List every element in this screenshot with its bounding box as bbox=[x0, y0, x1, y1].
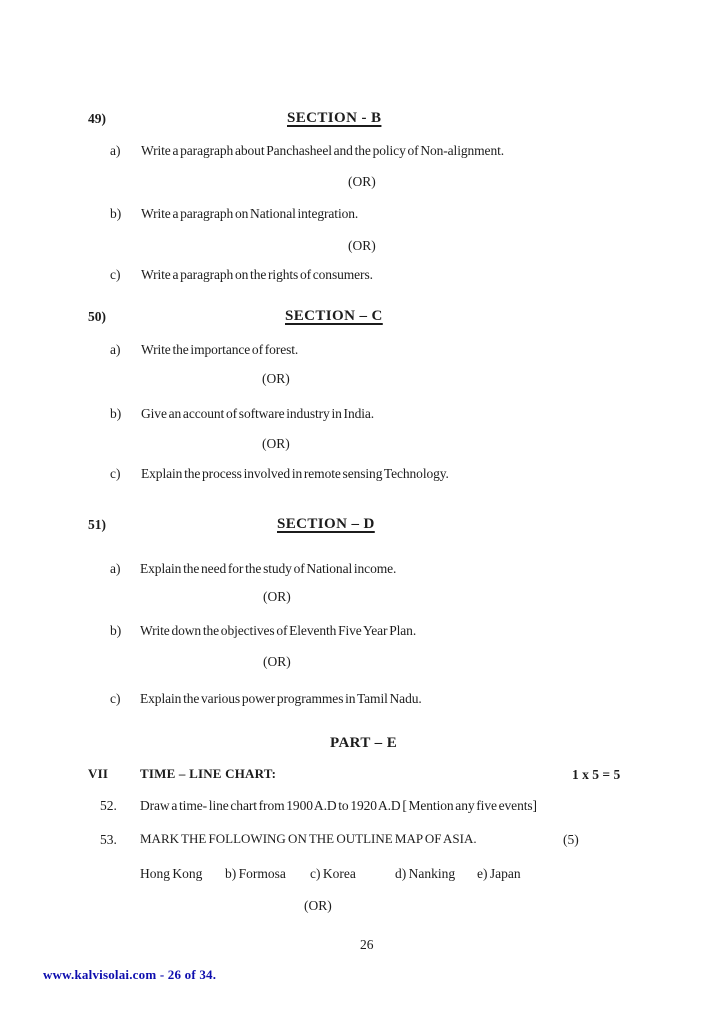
question-52-number: 52. bbox=[100, 798, 117, 813]
section-51-number: 51) bbox=[88, 517, 106, 532]
question-49a-text: Write a paragraph about Panchasheel and the policy of Non-alignment. bbox=[141, 143, 505, 158]
section-50-number: 50) bbox=[88, 309, 106, 324]
question-49b-text: Write a paragraph on National integration. bbox=[141, 206, 359, 221]
map-item-korea: c) Korea bbox=[310, 866, 356, 881]
question-50c-label: c) bbox=[110, 466, 121, 481]
question-50a-label: a) bbox=[110, 342, 121, 357]
or-separator: (OR) bbox=[262, 436, 290, 451]
question-51c-text: Explain the various power programmes in Tamil Nadu. bbox=[140, 691, 422, 706]
question-50a-text: Write the importance of forest. bbox=[141, 342, 299, 357]
part-e-heading: TIME – LINE CHART: bbox=[140, 766, 277, 781]
question-49c-label: c) bbox=[110, 267, 121, 282]
map-item-nanking: d) Nanking bbox=[395, 866, 456, 881]
or-separator: (OR) bbox=[304, 898, 332, 913]
question-50b-text: Give an account of software industry in India. bbox=[141, 406, 375, 421]
question-51a-text: Explain the need for the study of National income. bbox=[140, 561, 397, 576]
question-49a-label: a) bbox=[110, 143, 121, 158]
question-50b-label: b) bbox=[110, 406, 122, 421]
map-item-formosa: b) Formosa bbox=[225, 866, 286, 881]
question-53-marks: (5) bbox=[563, 832, 579, 847]
question-51b-text: Write down the objectives of Eleventh Five Year Plan. bbox=[140, 623, 417, 638]
or-separator: (OR) bbox=[348, 238, 376, 253]
question-53-text: MARK THE FOLLOWING ON THE OUTLINE MAP OF ASIA. bbox=[140, 831, 477, 846]
map-item-japan: e) Japan bbox=[477, 866, 521, 881]
or-separator: (OR) bbox=[348, 174, 376, 189]
question-52-text: Draw a time- line chart from 1900 A.D to 1920 A.D [ Mention any five events] bbox=[140, 798, 537, 813]
question-49c-text: Write a paragraph on the rights of consumers. bbox=[141, 267, 373, 282]
question-50c-text: Explain the process involved in remote sensing Technology. bbox=[141, 466, 449, 481]
map-item-hong-kong: Hong Kong bbox=[140, 866, 203, 881]
question-51a-label: a) bbox=[110, 561, 121, 576]
section-49-number: 49) bbox=[88, 111, 106, 126]
question-51b-label: b) bbox=[110, 623, 122, 638]
question-51c-label: c) bbox=[110, 691, 121, 706]
section-50-title: SECTION – C bbox=[285, 308, 383, 324]
question-49b-label: b) bbox=[110, 206, 122, 221]
page-number: 26 bbox=[360, 937, 374, 952]
part-e-title: PART – E bbox=[330, 735, 398, 751]
section-51-title: SECTION – D bbox=[277, 516, 375, 532]
part-e-roman-numeral: VII bbox=[88, 766, 109, 781]
or-separator: (OR) bbox=[262, 371, 290, 386]
section-49-title: SECTION - B bbox=[287, 110, 382, 126]
or-separator: (OR) bbox=[263, 654, 291, 669]
part-e-marks: 1 x 5 = 5 bbox=[572, 767, 621, 782]
footer-link[interactable]: www.kalvisolai.com - 26 of 34. bbox=[43, 967, 217, 982]
question-53-number: 53. bbox=[100, 832, 117, 847]
or-separator: (OR) bbox=[263, 589, 291, 604]
